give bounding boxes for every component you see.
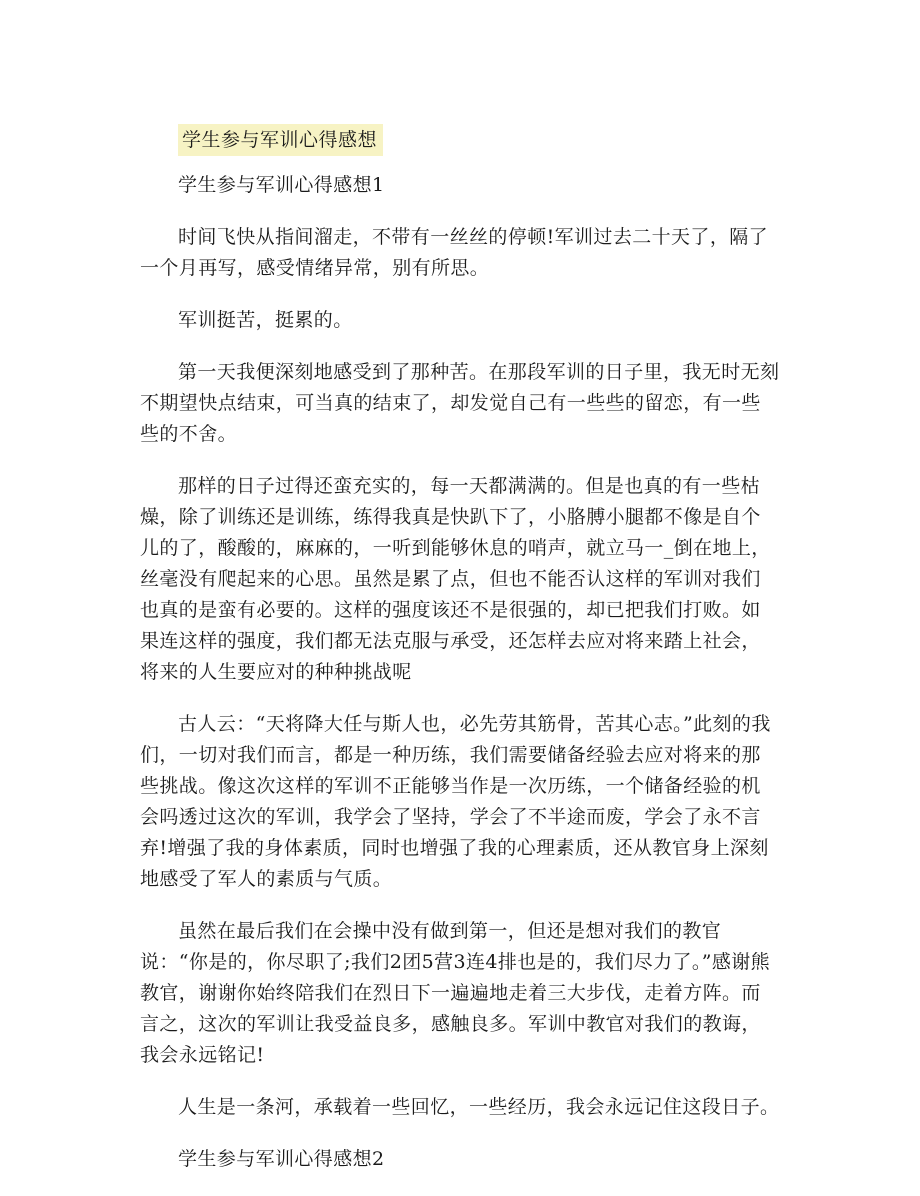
paragraph: 时间飞快从指间溜走，不带有一丝丝的停顿!军训过去二十天了，隔了一个月再写，感受情绪异常，别有所思。 bbox=[140, 226, 769, 279]
section-heading-2: 学生参与军训心得感想2 bbox=[178, 1148, 385, 1170]
document-body bbox=[140, 170, 780, 1196]
paragraph: 古人云：“天将降大任与斯人也，必先劳其筋骨，苦其心志。”此刻的我们，一切对我们而言，都是一种历练，我们需要储备经验去应对将来的那些挑战。像这次这样的军训不正能够当作是一次历练，一个储备经验的机会吗透过这次的军训，我学会了坚持，学会了不半途而废，学会了永不言弃!增强了我的身体素质，同时也增强了我的心理素质，还从教官身上深刻地感受了军人的素质与气质。 bbox=[140, 713, 771, 890]
section-heading-1: 学生参与军训心得感想1 bbox=[178, 174, 385, 196]
document-title: 学生参与军训心得感想 bbox=[178, 124, 383, 156]
paragraph: 那样的日子过得还蛮充实的，每一天都满满的。但是也真的有一些枯燥，除了训练还是训练，练得我真是快趴下了，小胳膊小腿都不像是自个儿的了，酸酸的，麻麻的，一听到能够休息的哨声，就立马一_倒在地上，丝毫没有爬起来的心思。虽然是累了点，但也不能否认这样的军训对我们也真的是蛮有必要的。这样的强度该还不是很强的，却已把我们打败。如果连这样的强度，我们都无法克服与承受，还怎样去应对将来踏上社会，将来的人生要应对的种种挑战呢 bbox=[140, 475, 771, 683]
paragraph: 军训挺苦，挺累的。 bbox=[178, 309, 353, 331]
paragraph: 人生是一条河，承载着一些回忆，一些经历，我会永远记住这段日子。 bbox=[178, 1096, 780, 1118]
paragraph: 第一天我便深刻地感受到了那种苦。在那段军训的日子里，我无时无刻不期望快点结束，可当真的结束了，却发觉自己有一些些的留恋，有一些些的不舍。 bbox=[140, 361, 780, 445]
paragraph: 虽然在最后我们在会操中没有做到第一，但还是想对我们的教官说：“你是的，你尽职了;我们2团5营3连4排也是的，我们尽力了。”感谢熊教官，谢谢你始终陪我们在烈日下一遍遍地走着三大步伐，走着方阵。而言之，这次的军训让我受益良多，感触良多。军训中教官对我们的教诲，我会永远铭记! bbox=[140, 920, 771, 1066]
